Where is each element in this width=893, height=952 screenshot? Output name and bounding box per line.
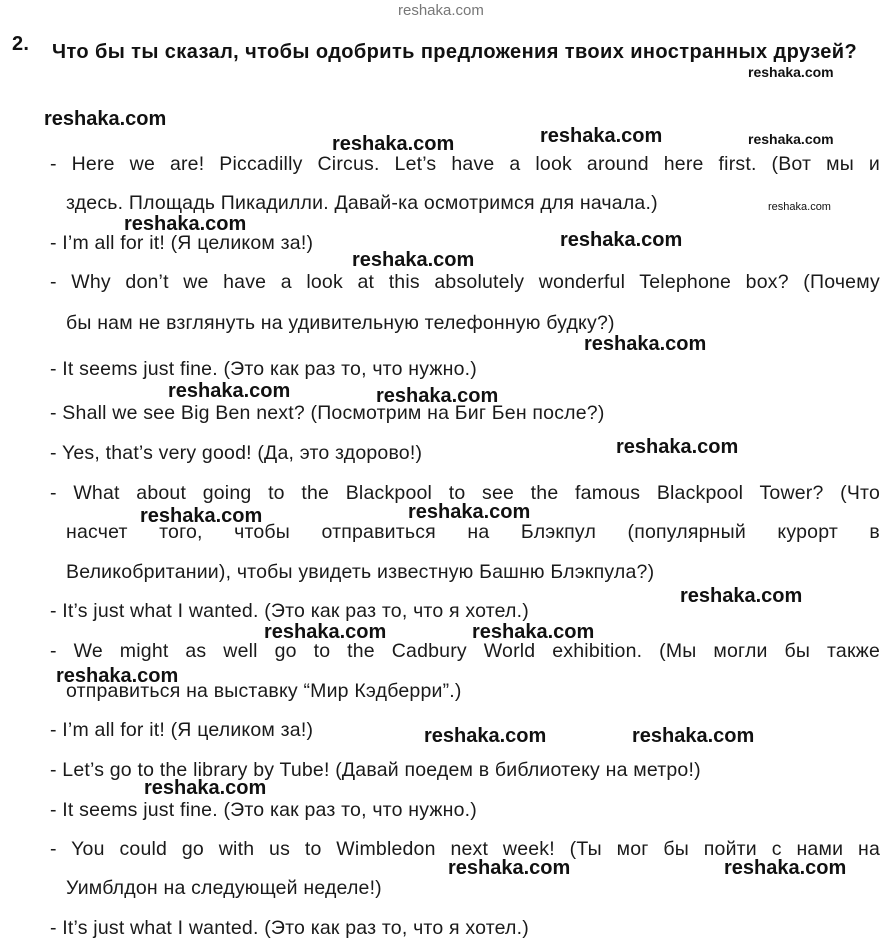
dialogue-line: бы нам не взглянуть на удивительную телефонную будку?) [66, 312, 615, 334]
dialogue-line: насчет того, чтобы отправиться на Блэкпул (популярный курорт в [66, 521, 880, 543]
dialogue-line: - It’s just what I wanted. (Это как раз то, что я хотел.) [50, 917, 529, 939]
watermark: reshaka.com [56, 665, 179, 687]
dialogue-line: здесь. Площадь Пикадилли. Давай-ка осмотримся для начала.) [66, 192, 658, 214]
dialogue-line: отправиться на выставку “Мир Кэдберри”.) [66, 680, 462, 702]
dialogue-line: - What about going to the Blackpool to see the famous Blackpool Tower? (Что [50, 482, 880, 504]
dialogue-line: Уимблдон на следующей неделе!) [66, 877, 382, 899]
watermark: reshaka.com [748, 64, 834, 80]
watermark: reshaka.com [560, 229, 683, 251]
watermark: reshaka.com [376, 385, 499, 407]
watermark: reshaka.com [168, 380, 291, 402]
watermark: reshaka.com [448, 857, 571, 879]
task-title: Что бы ты сказал, чтобы одобрить предложения твоих иностранных друзей? [52, 41, 858, 63]
dialogue-line: Великобритании), чтобы увидеть известную Башню Блэкпула?) [66, 561, 655, 583]
watermark: reshaka.com [352, 249, 475, 271]
dialogue-line: - It seems just fine. (Это как раз то, что нужно.) [50, 358, 477, 380]
watermark: reshaka.com [632, 725, 755, 747]
dialogue-line: - I’m all for it! (Я целиком за!) [50, 719, 314, 741]
watermark: reshaka.com [724, 857, 847, 879]
watermark: reshaka.com [140, 505, 263, 527]
dialogue-line: - Yes, that’s very good! (Да, это здорово!) [50, 442, 423, 464]
header-watermark: reshaka.com [398, 2, 484, 19]
dialogue-line: - It’s just what I wanted. (Это как раз то, что я хотел.) [50, 600, 529, 622]
dialogue-line: - Here we are! Piccadilly Circus. Let’s have a look around here first. (Вот мы и [50, 153, 880, 175]
watermark: reshaka.com [616, 436, 739, 458]
watermark: reshaka.com [584, 333, 707, 355]
watermark: reshaka.com [472, 621, 595, 643]
watermark: reshaka.com [44, 108, 167, 130]
dialogue-line: - I’m all for it! (Я целиком за!) [50, 232, 314, 254]
watermark: reshaka.com [424, 725, 547, 747]
watermark: reshaka.com [408, 501, 531, 523]
dialogue-line: - It seems just fine. (Это как раз то, что нужно.) [50, 799, 477, 821]
watermark: reshaka.com [748, 131, 834, 147]
watermark: reshaka.com [124, 213, 247, 235]
dialogue-line: - Why don’t we have a look at this absolutely wonderful Telephone box? (Почему [50, 271, 880, 293]
task-number: 2. [12, 33, 30, 55]
watermark: reshaka.com [264, 621, 387, 643]
dialogue-line: - You could go with us to Wimbledon next week! (Ты мог бы пойти с нами на [50, 838, 880, 860]
watermark: reshaka.com [332, 133, 455, 155]
watermark: reshaka.com [768, 201, 831, 213]
watermark: reshaka.com [540, 125, 663, 147]
dialogue-line: - Shall we see Big Ben next? (Посмотрим на Биг Бен после?) [50, 402, 605, 424]
dialogue-line: - We might as well go to the Cadbury World exhibition. (Мы могли бы также [50, 640, 880, 662]
dialogue-line: - Let’s go to the library by Tube! (Давай поедем в библиотеку на метро!) [50, 759, 701, 781]
watermark: reshaka.com [680, 585, 803, 607]
watermark: reshaka.com [144, 777, 267, 799]
